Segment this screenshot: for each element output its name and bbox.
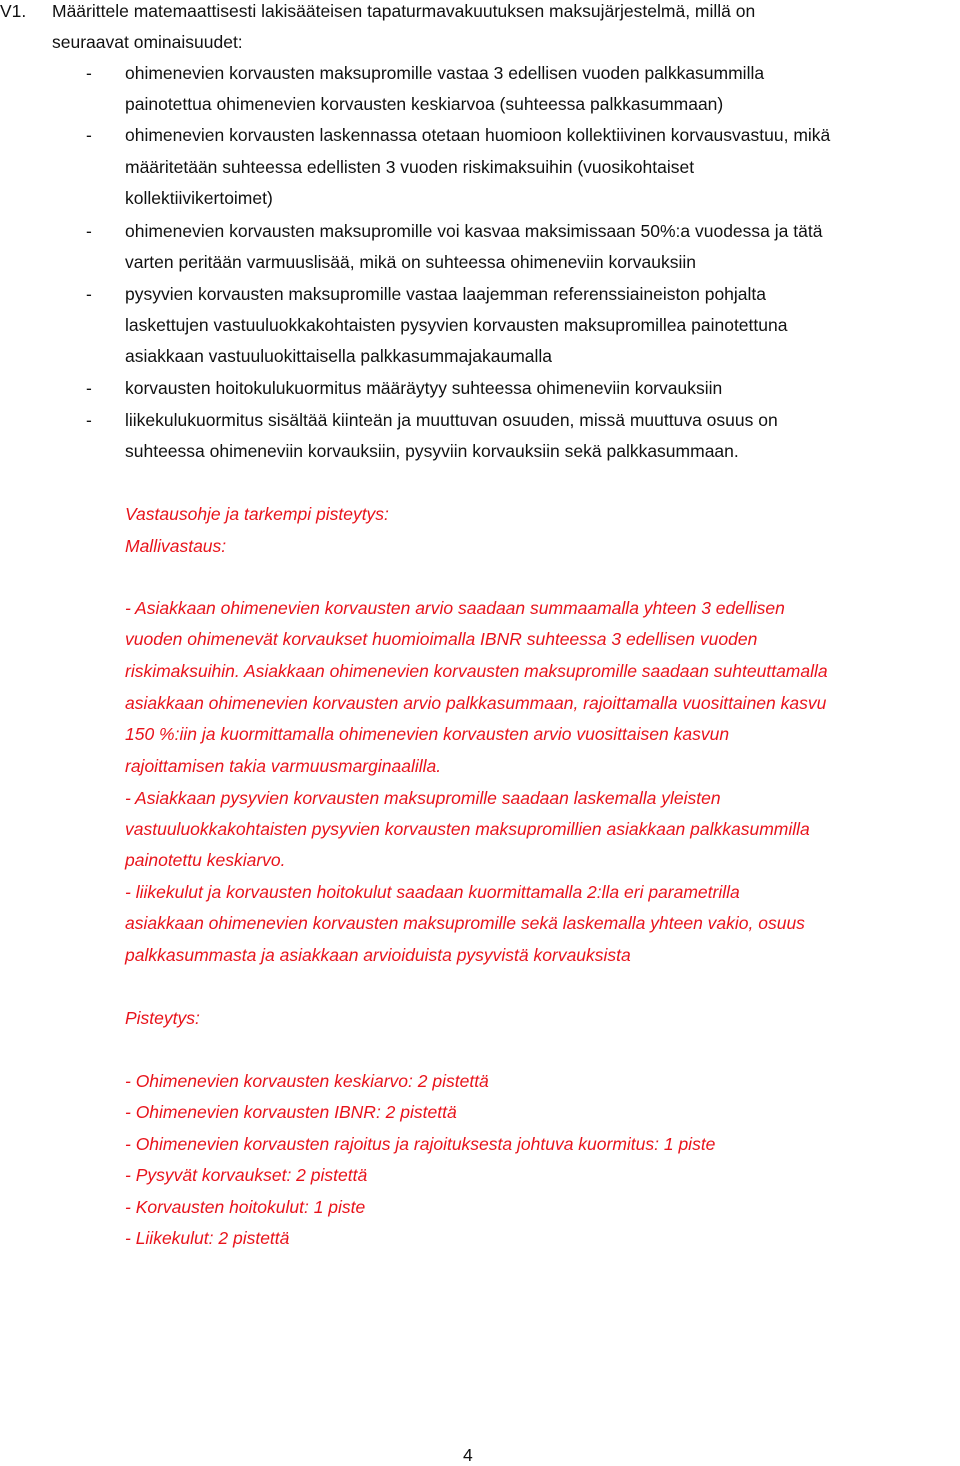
answer-heading: Vastausohje ja tarkempi pisteytys: [125,504,389,524]
model-answer-line: - liikekulut ja korvausten hoitokulut saadaan kuormittamalla 2:lla eri parametrilla [125,882,740,902]
model-answer-line: riskimaksuihin. Asiakkaan ohimenevien korvausten maksupromille saadaan suhteuttamalla [125,661,828,681]
bullet-line: varten peritään varmuuslisää, mikä on suhteessa ohimeneviin korvauksiin [125,252,696,272]
model-answer-heading: Mallivastaus: [125,536,227,556]
bullet-dash: - [86,284,92,304]
scoring-item: - Liikekulut: 2 pistettä [125,1228,290,1248]
bullet-line: ohimenevien korvausten laskennassa otetaan huomioon kollektiivinen korvausvastuu, mikä [125,125,831,145]
model-answer-line: vuoden ohimenevät korvaukset huomioimalla IBNR suhteessa 3 edellisen vuoden [125,629,758,649]
page-number: 4 [463,1445,473,1465]
scoring-item: - Ohimenevien korvausten IBNR: 2 pistettä [125,1102,457,1122]
scoring-item: - Ohimenevien korvausten rajoitus ja rajoituksesta johtuva kuormitus: 1 piste [125,1134,716,1154]
model-answer-line: painotettu keskiarvo. [125,850,286,870]
bullet-line: liikekulukuormitus sisältää kiinteän ja muuttuvan osuuden, missä muuttuva osuus on [125,410,778,430]
bullet-dash: - [86,221,92,241]
scoring-heading: Pisteytys: [125,1008,200,1028]
model-answer-line: - Asiakkaan pysyvien korvausten maksupromille saadaan laskemalla yleisten [125,788,721,808]
model-answer-line: asiakkaan ohimenevien korvausten maksupromille sekä laskemalla yhteen vakio, osuus [125,913,805,933]
bullet-dash: - [86,378,92,398]
bullet-line: suhteessa ohimeneviin korvauksiin, pysyviin korvauksiin sekä palkkasummaan. [125,441,739,461]
model-answer-line: vastuuluokkakohtaisten pysyvien korvausten maksupromillien asiakkaan palkkasummilla [125,819,810,839]
bullet-line: painotettua ohimenevien korvausten keskiarvoa (suhteessa palkkasummaan) [125,94,724,114]
model-answer-line: - Asiakkaan ohimenevien korvausten arvio saadaan summaamalla yhteen 3 edellisen [125,598,785,618]
bullet-dash: - [86,125,92,145]
question-number: V1. [0,1,27,21]
bullet-dash: - [86,410,92,430]
bullet-dash: - [86,63,92,83]
scoring-item: - Ohimenevien korvausten keskiarvo: 2 pistettä [125,1071,489,1091]
bullet-line: pysyvien korvausten maksupromille vastaa laajemman referenssiaineiston pohjalta [125,284,767,304]
bullet-line: määritetään suhteessa edellisten 3 vuoden riskimaksuihin (vuosikohtaiset [125,157,695,177]
scoring-item: - Pysyvät korvaukset: 2 pistettä [125,1165,368,1185]
question-intro-line: seuraavat ominaisuudet: [52,32,243,52]
scoring-item: - Korvausten hoitokulut: 1 piste [125,1197,366,1217]
bullet-line: ohimenevien korvausten maksupromille vastaa 3 edellisen vuoden palkkasummilla [125,63,765,83]
question-intro-line: Määrittele matemaattisesti lakisääteisen tapaturmavakuutuksen maksujärjestelmä, millä on [52,1,756,21]
model-answer-line: rajoittamisen takia varmuusmarginaalilla. [125,756,442,776]
bullet-line: asiakkaan vastuuluokittaisella palkkasummajakaumalla [125,346,553,366]
bullet-line: korvausten hoitokulukuormitus määräytyy suhteessa ohimeneviin korvauksiin [125,378,723,398]
model-answer-line: 150 %:iin ja kuormittamalla ohimenevien korvausten arvio vuosittaisen kasvun [125,724,730,744]
bullet-line: kollektiivikertoimet) [125,188,273,208]
bullet-line: laskettujen vastuuluokkakohtaisten pysyvien korvausten maksupromillea painotettuna [125,315,788,335]
model-answer-line: asiakkaan ohimenevien korvausten arvio palkkasummaan, rajoittamalla vuosittainen kasvu [125,693,827,713]
bullet-line: ohimenevien korvausten maksupromille voi kasvaa maksimissaan 50%:a vuodessa ja tätä [125,221,823,241]
model-answer-line: palkkasummasta ja asiakkaan arvioiduista pysyvistä korvauksista [125,945,631,965]
